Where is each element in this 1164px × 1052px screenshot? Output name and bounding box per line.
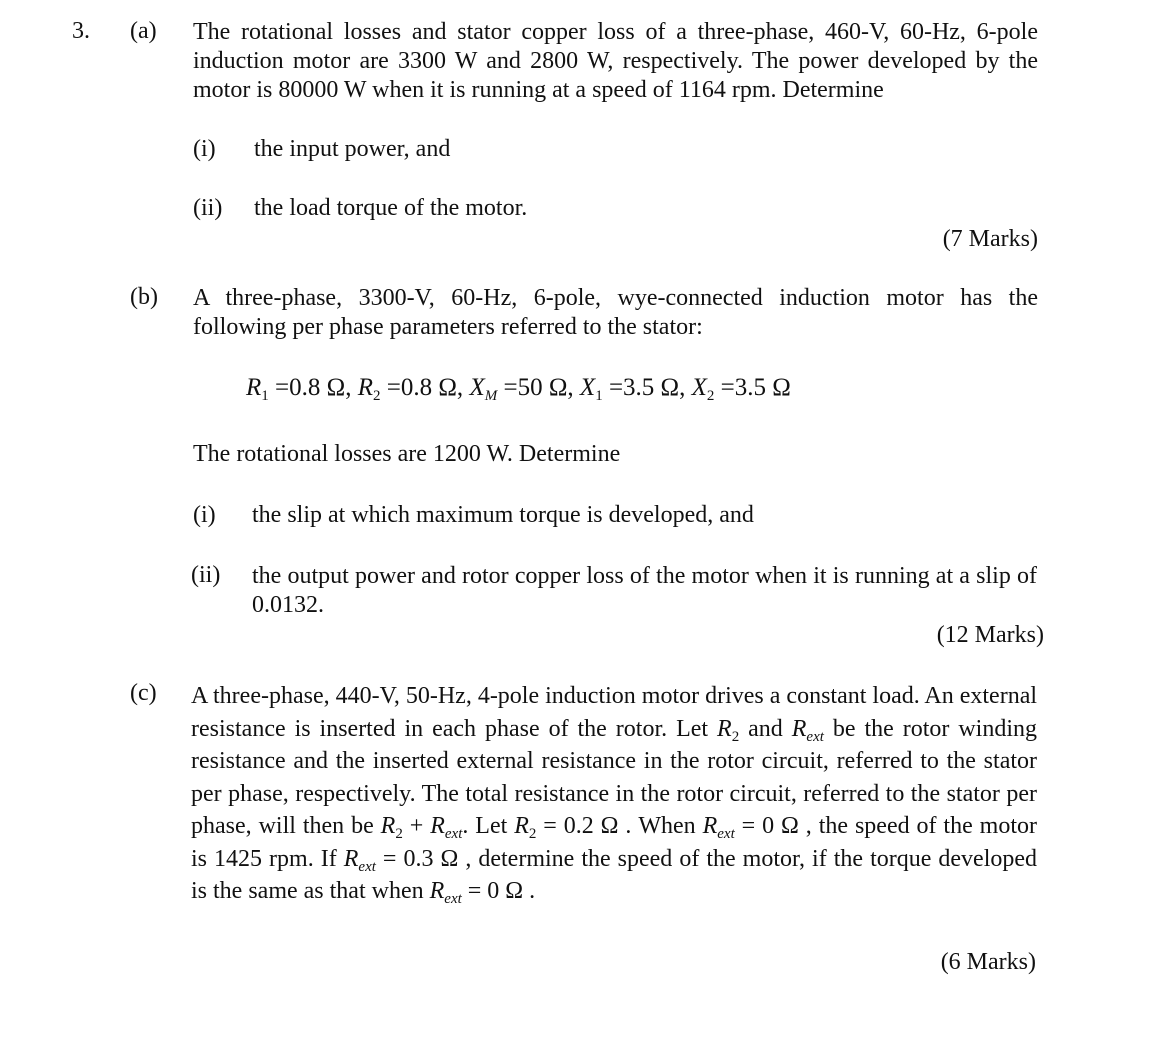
param-r1: $R_1 =0.8$ Ω,	[246, 374, 352, 404]
part-c-label: (c)	[130, 680, 157, 706]
param-x2: $X_2 =3.5$ Ω	[691, 374, 791, 404]
param-x1: $X_1 =3.5$ Ω,	[579, 374, 686, 404]
part-a-item-i-label: (i)	[193, 136, 216, 162]
part-a-text: The rotational losses and stator copper loss of a three-phase, 460-V, 60-Hz, 6-pole induction motor are 3300 W and 2800 W, respectively. The power developed by the motor is 80000 W when it is running at a speed of 1164 rpm. Determine	[193, 19, 1038, 103]
part-b-item-ii-label: (ii)	[191, 562, 221, 588]
part-a-item-ii-label: (ii)	[193, 195, 223, 221]
part-b-marks: (12 Marks)	[936, 622, 1044, 648]
part-c-marks: (6 Marks)	[940, 949, 1036, 975]
part-b-item-i-text: the slip at which maximum torque is developed, and	[252, 502, 754, 528]
part-b-item-ii-text: the output power and rotor copper loss of the motor when it is running at a slip of 0.0132.	[252, 563, 1037, 618]
question-number: 3.	[72, 18, 90, 44]
part-c-text: A three-phase, 440-V, 50-Hz, 4-pole induction motor drives a constant load. An external resistance is inserted in each phase of the rotor. Let $R_2$ and $R_{ext}$ be the rotor winding resistance and the inserted external resistance in the rotor circuit, referred to the stator per phase, respectively. The total resistance in the rotor circuit, referred to the stator per phase, will then be $R_2 + R_{ext}$. Let $R_2 = 0.2$ Ω . When $R_{ext} = 0$ Ω , the speed of the motor is 1425 rpm. If $R_{ext} = 0.3$ Ω , determine the speed of the motor, if the torque developed is the same as that when $R_{ext} = 0$ Ω .	[191, 683, 1038, 907]
part-a-item-ii-text: the load torque of the motor.	[254, 195, 528, 221]
part-b-label: (b)	[130, 284, 158, 310]
param-r2: $R_2 =0.8$ Ω,	[357, 374, 464, 404]
part-a-label: (a)	[130, 18, 157, 44]
param-xm: $X_M =50$ Ω,	[469, 374, 574, 404]
part-a-marks: (7 Marks)	[942, 226, 1038, 252]
part-b-item-i-label: (i)	[193, 502, 216, 528]
part-b-parameters	[246, 374, 791, 402]
part-a-item-i-text: the input power, and	[254, 136, 451, 162]
part-b-losses-text: The rotational losses are 1200 W. Determine	[193, 441, 621, 467]
part-b-text: A three-phase, 3300-V, 60-Hz, 6-pole, wye-connected induction motor has the following per phase parameters referred to the stator:	[193, 285, 1038, 340]
